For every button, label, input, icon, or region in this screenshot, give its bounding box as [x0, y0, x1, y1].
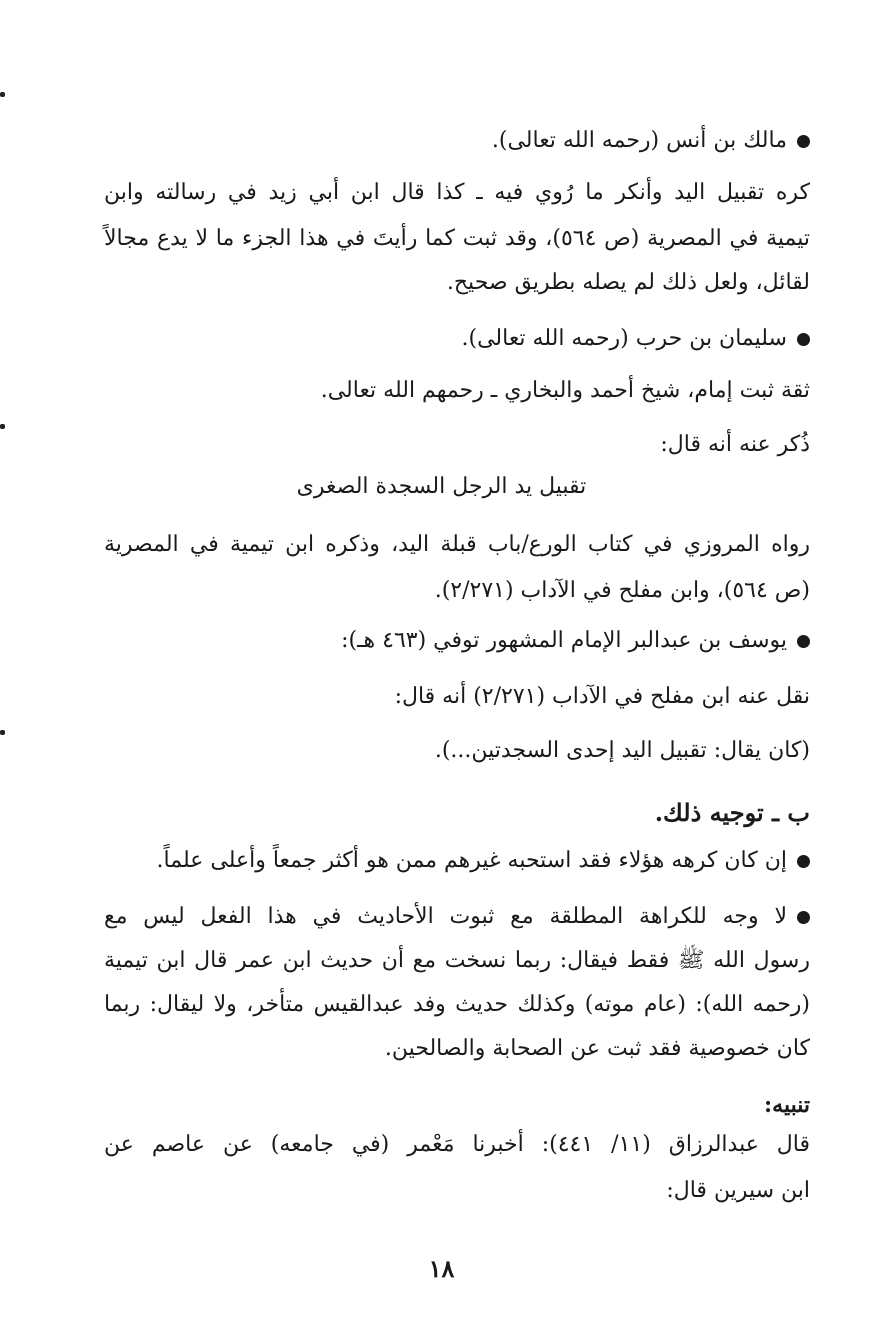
bullet-icon: [797, 855, 810, 868]
page-number: ١٨: [428, 1254, 455, 1283]
bullet-icon: [797, 135, 810, 148]
text-line: قال عبدالرزاق (١١/ ٤٤١): أخبرنا مَعْمر (في جامعه) عن عاصم عن: [104, 1132, 811, 1157]
text-line: ثقة ثبت إمام، شيخ أحمد والبخاري ـ رحمهم الله تعالى.: [320, 378, 810, 403]
bullet-icon: [797, 333, 810, 346]
section-heading: ب ـ توجيه ذلك.: [654, 798, 810, 827]
text-line: إن كان كرهه هؤلاء فقد استحبه غيرهم ممن هو أكثر جمعاً وأعلى علماً.: [156, 848, 787, 873]
bullet-item-first: [157, 846, 810, 876]
text-line: (كان يقال: تقبيل اليد إحدى السجدتين...).: [434, 738, 810, 763]
text-line: (ص ٥٦٤)، وابن مفلح في الآداب (٢/٢٧١).: [434, 578, 810, 603]
text-line: نقل عنه ابن مفلح في الآداب (٢/٢٧١) أنه قال:: [394, 684, 810, 709]
quoted-line: تقبيل يد الرجل السجدة الصغرى: [296, 474, 587, 499]
bullet-icon: [797, 911, 810, 924]
bullet-item-malik: [492, 126, 810, 156]
text-line: لقائل، ولعل ذلك لم يصله بطريق صحيح.: [446, 270, 810, 295]
bullet-item-second: [104, 902, 810, 932]
note-heading: تنبيه:: [764, 1092, 810, 1118]
text-line: تيمية في المصرية (ص ٥٦٤)، وقد ثبت كما رأيتَ في هذا الجزء ما لا يدع مجالاً: [104, 226, 810, 251]
scan-margin-mark: [0, 424, 5, 429]
scan-margin-mark: [0, 730, 5, 735]
scan-margin-mark: [0, 92, 5, 97]
bullet-item-sulayman: [462, 324, 811, 354]
bullet-icon: [797, 635, 810, 648]
text-line: كره تقبيل اليد وأنكر ما رُوي فيه ـ كذا قال ابن أبي زيد في رسالته وابن: [104, 180, 810, 205]
text-line: رواه المروزي في كتاب الورع/باب قبلة اليد، وذكره ابن تيمية في المصرية: [104, 532, 810, 557]
text-line: سليمان بن حرب (رحمه الله تعالى).: [461, 326, 787, 351]
text-line: ذُكر عنه أنه قال:: [660, 432, 810, 457]
bullet-item-yusuf: [341, 626, 810, 656]
text-line: لا وجه للكراهة المطلقة مع ثبوت الأحاديث في هذا الفعل ليس مع: [104, 904, 787, 929]
text-line: مالك بن أنس (رحمه الله تعالى).: [491, 128, 787, 153]
text-line: كان خصوصية فقد ثبت عن الصحابة والصالحين.: [384, 1036, 810, 1061]
text-line: رسول الله ﷺ فقط فيقال: ربما نسخت مع أن حديث ابن عمر قال ابن تيمية: [104, 948, 810, 973]
text-line: يوسف بن عبدالبر الإمام المشهور توفي (٤٦٣ هـ):: [341, 628, 787, 653]
text-line: ابن سيرين قال:: [666, 1178, 810, 1203]
text-line: (رحمه الله): (عام موته) وكذلك حديث وفد عبدالقيس متأخر، ولا ليقال: ربما: [104, 992, 810, 1017]
